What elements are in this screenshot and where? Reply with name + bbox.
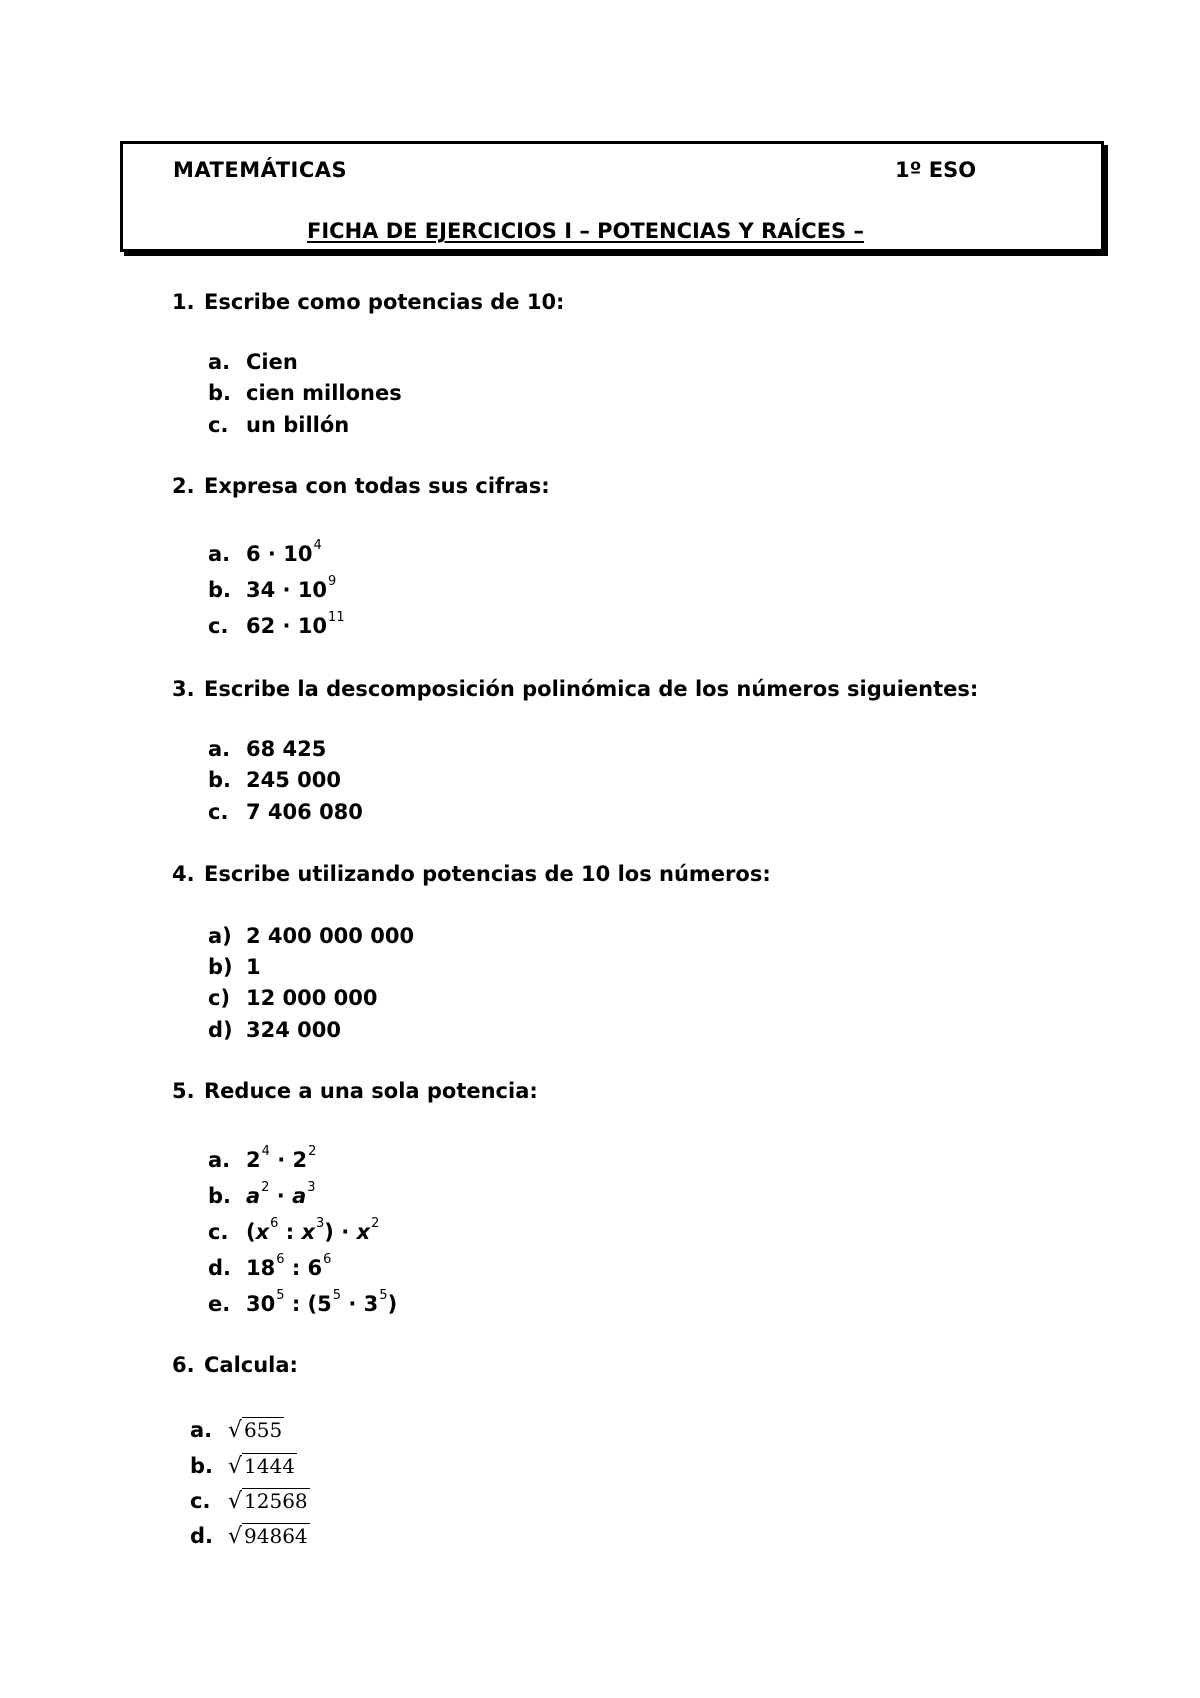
exercise-number: 1. xyxy=(172,290,195,314)
item-text: cien millones xyxy=(246,381,402,405)
item-label: a. xyxy=(208,737,231,761)
list-item xyxy=(208,1216,380,1244)
item-label: c. xyxy=(208,614,229,638)
exercise-text: Escribe como potencias de 10: xyxy=(204,290,565,314)
item-label: a. xyxy=(208,350,231,374)
operator: ( xyxy=(246,1220,256,1244)
item-label: b. xyxy=(190,1454,214,1478)
item-label: a. xyxy=(208,1148,231,1172)
exponent: 3 xyxy=(316,1216,325,1231)
exponent: 2 xyxy=(308,1144,317,1159)
term: 18 xyxy=(246,1256,276,1280)
square-root xyxy=(228,1454,297,1479)
item-label: b. xyxy=(208,381,232,405)
item-text: 68 425 xyxy=(246,737,327,761)
term: a xyxy=(292,1184,307,1208)
exercise-6-prompt xyxy=(172,1353,298,1377)
radical-sign-icon: √ xyxy=(228,1454,243,1479)
worksheet-title: FICHA DE EJERCICIOS I – POTENCIAS Y RAÍCES – xyxy=(307,219,864,243)
operator: · xyxy=(333,1220,357,1244)
term: x xyxy=(255,1220,270,1244)
list-item xyxy=(208,924,414,948)
item-exponent: 9 xyxy=(328,574,337,589)
operator: · xyxy=(269,1184,293,1208)
item-text: 7 406 080 xyxy=(246,800,363,824)
exponent: 5 xyxy=(379,1288,388,1303)
radicand: 655 xyxy=(244,1418,283,1442)
item-label: b) xyxy=(208,955,233,979)
list-item xyxy=(208,1252,332,1280)
exercise-5-prompt xyxy=(172,1079,538,1103)
list-item xyxy=(208,800,363,824)
list-item xyxy=(208,986,378,1010)
item-text: Cien xyxy=(246,350,298,374)
exercise-4-prompt xyxy=(172,862,771,886)
exercise-number: 6. xyxy=(172,1353,195,1377)
item-exponent: 11 xyxy=(328,610,345,625)
item-text: 12 000 000 xyxy=(246,986,378,1010)
radical-sign-icon: √ xyxy=(228,1418,243,1443)
exponent: 2 xyxy=(371,1216,380,1231)
operator: ) xyxy=(387,1292,398,1316)
square-root xyxy=(228,1524,310,1549)
item-label: d. xyxy=(208,1256,232,1280)
term: 6 xyxy=(307,1256,323,1280)
item-label: a. xyxy=(208,542,231,566)
item-label: b. xyxy=(208,1184,232,1208)
exercise-text: Escribe utilizando potencias de 10 los números: xyxy=(204,862,771,886)
list-item xyxy=(208,610,345,638)
list-item xyxy=(208,413,349,437)
exponent: 5 xyxy=(276,1288,285,1303)
item-label: c. xyxy=(208,413,229,437)
grade-level: 1º ESO xyxy=(895,158,977,182)
list-item xyxy=(208,350,298,374)
subject-title: MATEMÁTICAS xyxy=(173,158,348,182)
item-label: b. xyxy=(208,768,232,792)
term: x xyxy=(356,1220,371,1244)
exercise-text: Calcula: xyxy=(204,1353,298,1377)
exercise-3-prompt xyxy=(172,677,978,701)
item-base: 62 · 10 xyxy=(246,614,328,638)
item-label: d. xyxy=(190,1524,214,1548)
item-label: b. xyxy=(208,578,232,602)
exercise-number: 5. xyxy=(172,1079,195,1103)
header-box xyxy=(120,141,1104,252)
operator: · xyxy=(341,1292,364,1316)
exponent: 2 xyxy=(261,1180,270,1195)
item-label: d) xyxy=(208,1018,233,1042)
operator: : ( xyxy=(284,1292,318,1316)
term: x xyxy=(301,1220,316,1244)
item-label: c. xyxy=(208,1220,229,1244)
item-label: c. xyxy=(190,1489,211,1513)
exponent: 6 xyxy=(276,1252,285,1267)
exponent: 3 xyxy=(307,1180,316,1195)
item-text: 1 xyxy=(246,955,261,979)
list-item xyxy=(208,574,337,602)
term: a xyxy=(246,1184,261,1208)
item-label: e. xyxy=(208,1292,231,1316)
item-exponent: 4 xyxy=(313,538,322,553)
radical-sign-icon: √ xyxy=(228,1489,243,1514)
operator: : xyxy=(284,1256,308,1280)
list-item xyxy=(208,768,341,792)
list-item xyxy=(208,1180,316,1208)
list-item xyxy=(208,955,261,979)
item-text: 245 000 xyxy=(246,768,341,792)
item-label: a. xyxy=(190,1418,213,1442)
term: 30 xyxy=(246,1292,276,1316)
radical-sign-icon: √ xyxy=(228,1524,243,1549)
list-item xyxy=(208,1288,398,1316)
radicand: 12568 xyxy=(244,1489,308,1513)
exponent: 5 xyxy=(332,1288,342,1303)
term: 2 xyxy=(246,1148,261,1172)
term: 2 xyxy=(292,1148,308,1172)
exponent: 6 xyxy=(270,1216,279,1231)
radicand: 94864 xyxy=(244,1524,308,1548)
exercise-text: Expresa con todas sus cifras: xyxy=(204,474,550,498)
exercise-text: Reduce a una sola potencia: xyxy=(204,1079,538,1103)
operator: · xyxy=(269,1148,293,1172)
term: 3 xyxy=(363,1292,379,1316)
operator: : xyxy=(278,1220,302,1244)
exercise-1-prompt xyxy=(172,290,564,314)
exercise-2-prompt xyxy=(172,474,550,498)
exercise-number: 4. xyxy=(172,862,195,886)
list-item xyxy=(190,1454,297,1479)
square-root xyxy=(228,1489,310,1514)
item-text: un billón xyxy=(246,413,350,437)
item-base: 6 · 10 xyxy=(246,542,313,566)
radicand: 1444 xyxy=(244,1454,295,1478)
exercise-number: 3. xyxy=(172,677,195,701)
exponent: 4 xyxy=(261,1144,270,1159)
item-label: a) xyxy=(208,924,232,948)
list-item xyxy=(208,381,402,405)
term: 5 xyxy=(317,1292,332,1316)
exercise-number: 2. xyxy=(172,474,195,498)
item-text: 2 400 000 000 xyxy=(246,924,415,948)
item-text: 324 000 xyxy=(246,1018,341,1042)
item-base: 34 · 10 xyxy=(246,578,328,602)
list-item xyxy=(190,1418,284,1443)
list-item xyxy=(190,1489,310,1514)
exercise-text: Escribe la descomposición polinómica de los números siguientes: xyxy=(204,677,979,701)
item-label: c. xyxy=(208,800,229,824)
operator: ) xyxy=(324,1220,334,1244)
exponent: 6 xyxy=(323,1252,332,1267)
item-label: c) xyxy=(208,986,231,1010)
list-item xyxy=(208,538,322,566)
list-item xyxy=(190,1524,310,1549)
list-item xyxy=(208,1018,341,1042)
list-item xyxy=(208,737,326,761)
square-root xyxy=(228,1418,284,1443)
list-item xyxy=(208,1144,317,1172)
